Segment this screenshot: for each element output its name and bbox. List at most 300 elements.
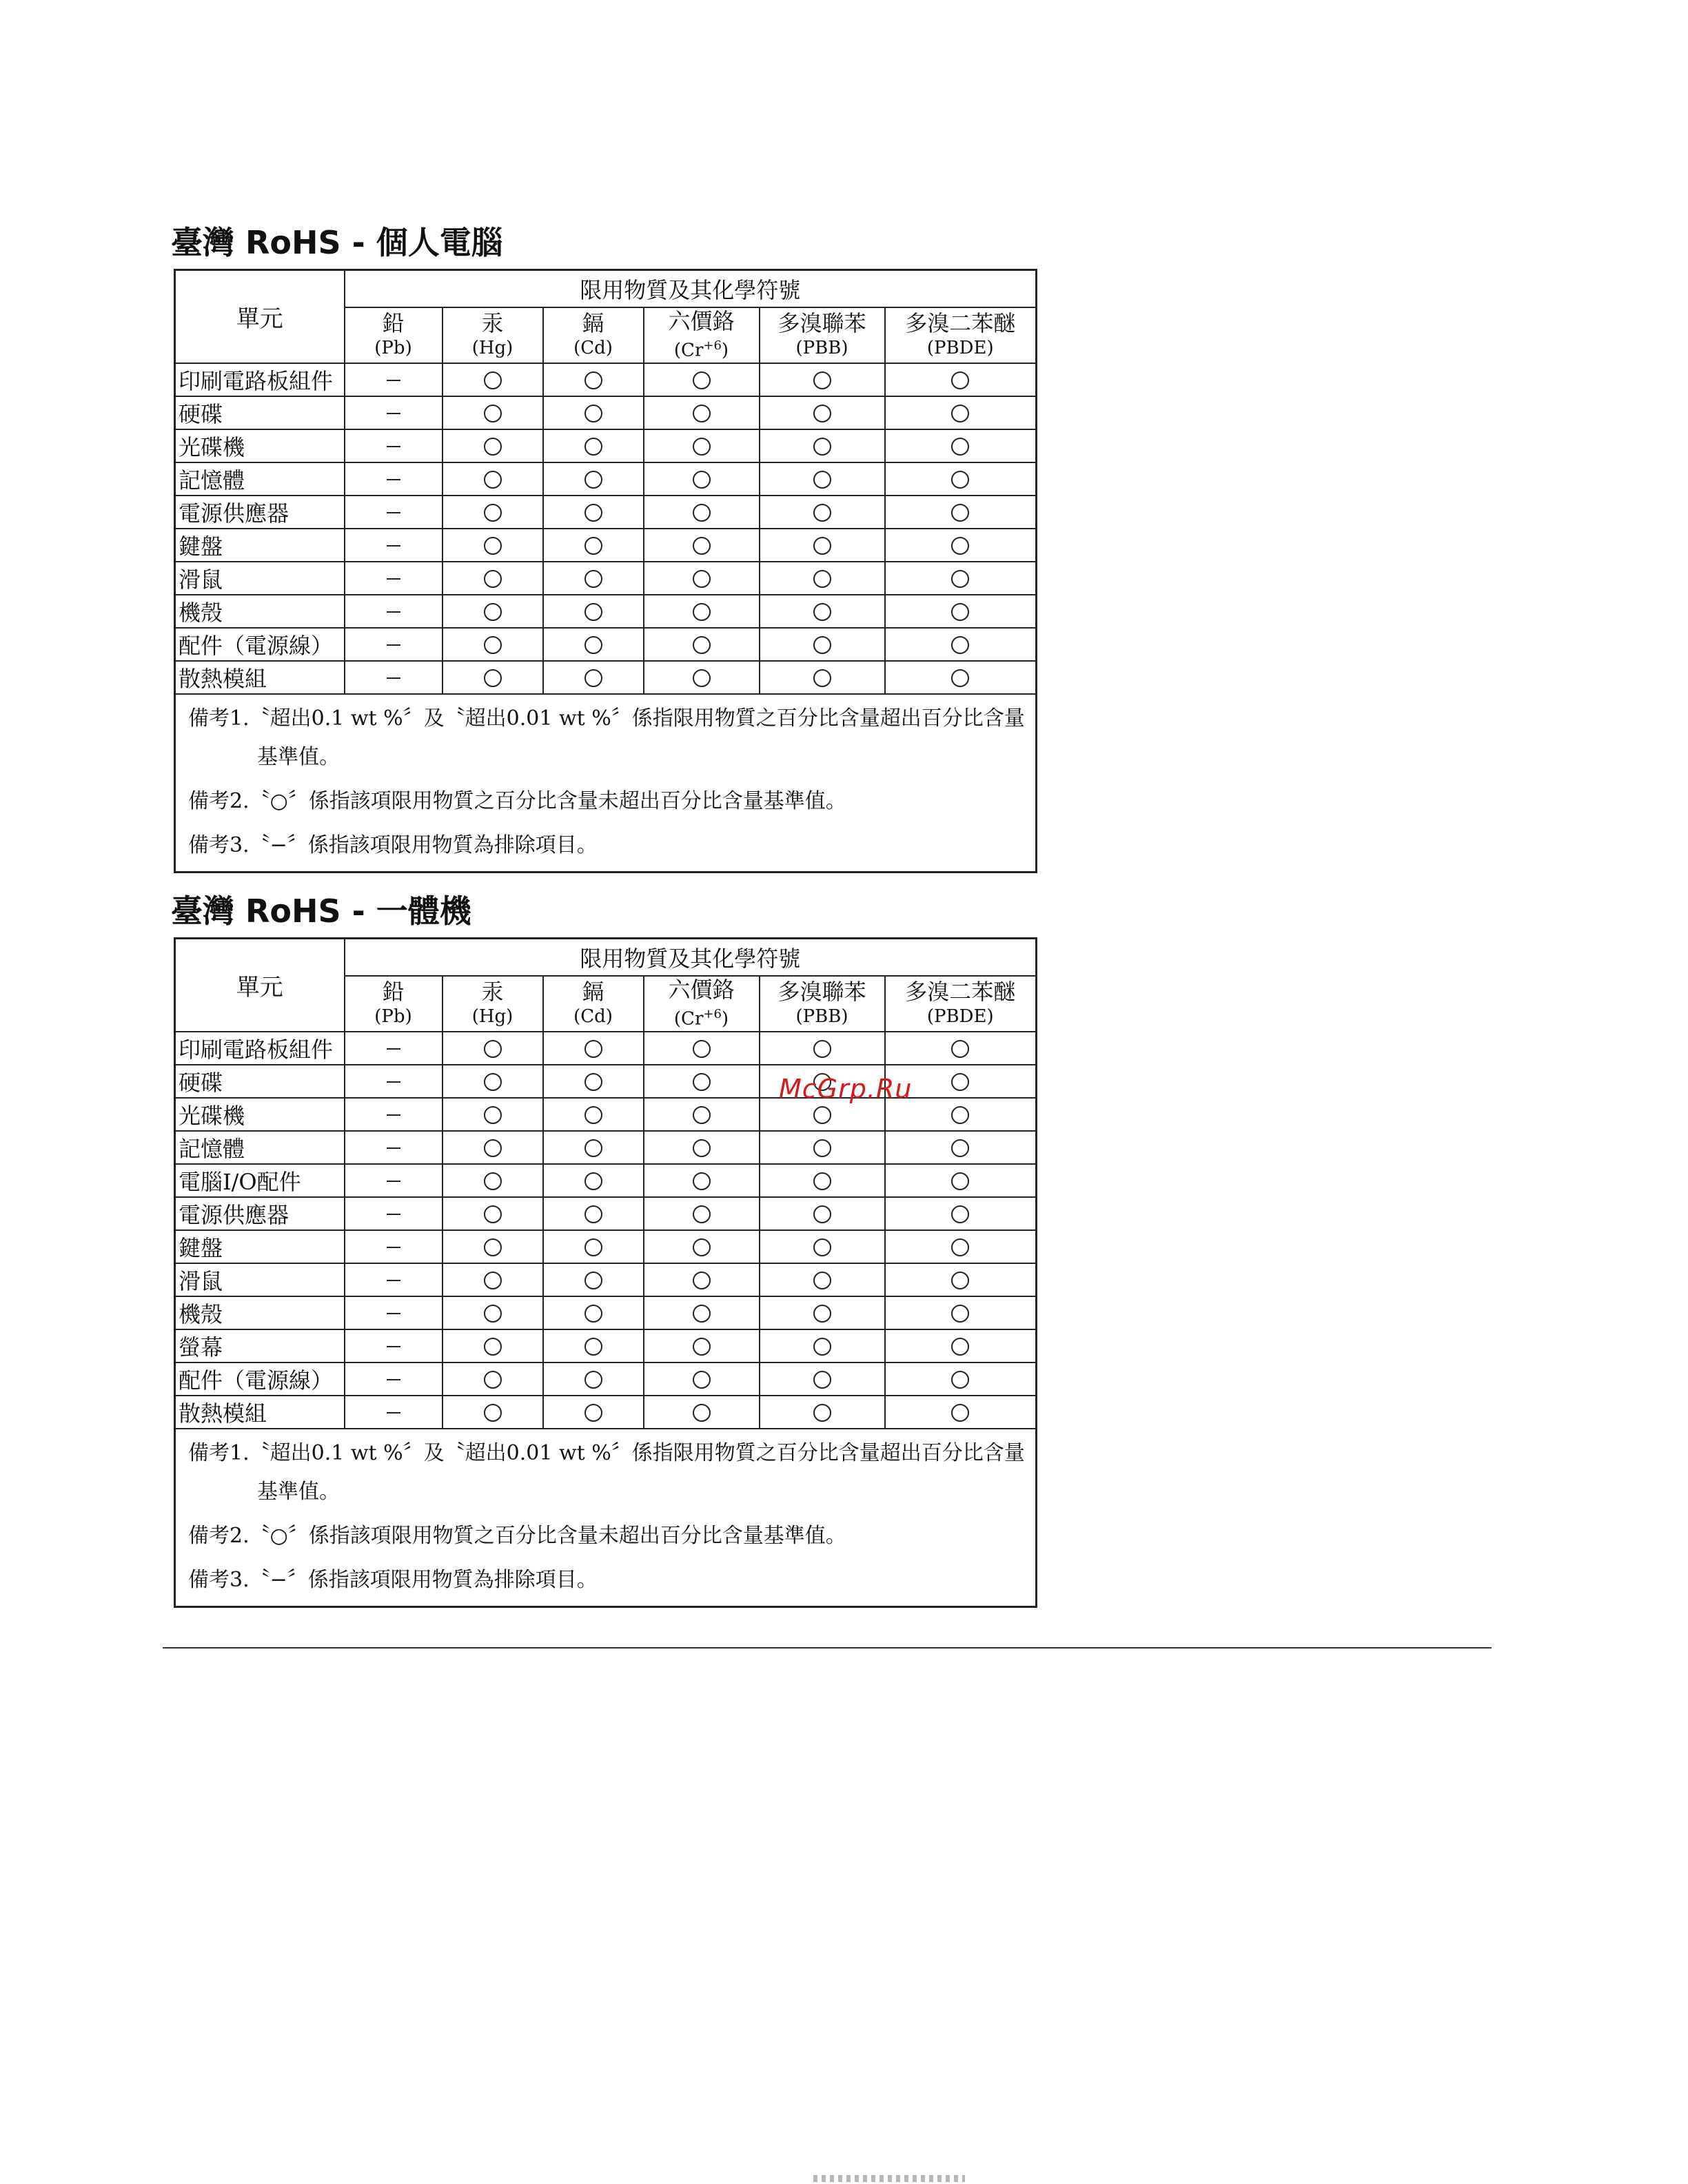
mark-cell (443, 1032, 543, 1065)
circle-mark (951, 1404, 969, 1422)
circle-mark (951, 636, 969, 654)
mark-cell (543, 363, 644, 396)
note-2: 備考2.〝○〞係指該項限用物質之百分比含量未超出百分比含量基準值。 (188, 788, 846, 813)
mark-cell (543, 1065, 644, 1098)
circle-mark (951, 471, 969, 489)
circle-mark (951, 1106, 969, 1124)
watermark-text: McGrp.Ru (779, 1074, 913, 1104)
table-row (175, 1131, 1037, 1164)
mark-cell (885, 1329, 1037, 1363)
mark-cell (644, 1263, 760, 1296)
mark-cell (543, 1032, 644, 1065)
circle-mark (693, 471, 711, 489)
dash-mark (387, 380, 400, 381)
circle-mark (693, 1238, 711, 1256)
mark-cell (543, 1396, 644, 1429)
circle-mark (813, 438, 831, 456)
mark-cell (885, 661, 1037, 694)
mark-cell (885, 529, 1037, 562)
circle-mark (584, 1338, 602, 1356)
substance-name: 多溴二苯醚 (905, 979, 1016, 1006)
table-row (175, 1363, 1037, 1396)
table-row (175, 496, 1037, 529)
footer-artifact (813, 2175, 965, 2182)
mark-cell (885, 1263, 1037, 1296)
mark-cell (345, 1164, 443, 1197)
circle-mark (484, 371, 502, 389)
circle-mark (484, 570, 502, 588)
dash-mark (387, 578, 400, 580)
substance-symbol: (Pb) (374, 338, 412, 359)
mark-cell (885, 396, 1037, 429)
mark-cell (885, 462, 1037, 496)
header-substance-group: 限用物質及其化學符號 (345, 270, 1037, 308)
mark-cell (345, 529, 443, 562)
dash-mark (387, 1114, 400, 1116)
dash-mark (387, 1081, 400, 1083)
mark-cell (443, 363, 543, 396)
circle-mark (584, 636, 602, 654)
circle-mark (584, 1040, 602, 1058)
mark-cell (644, 1363, 760, 1396)
mark-cell (443, 1098, 543, 1131)
mark-cell (345, 1197, 443, 1230)
mark-cell (760, 628, 885, 661)
circle-mark (951, 438, 969, 456)
mark-cell (644, 496, 760, 529)
circle-mark (693, 636, 711, 654)
header-substance-2 (543, 307, 644, 363)
circle-mark (484, 603, 502, 621)
mark-cell (443, 496, 543, 529)
table-row (175, 429, 1037, 462)
substance-name: 鉛 (382, 979, 405, 1006)
mark-cell (345, 562, 443, 595)
notes-box (175, 1429, 1037, 1607)
circle-mark (693, 1371, 711, 1389)
mark-cell (345, 661, 443, 694)
circle-mark (693, 1172, 711, 1190)
dash-mark (387, 446, 400, 447)
circle-mark (951, 1272, 969, 1289)
header-substance-5 (885, 976, 1037, 1032)
mark-cell (345, 1296, 443, 1329)
header-unit: 單元 (175, 270, 345, 363)
mark-cell (543, 496, 644, 529)
mark-cell (543, 429, 644, 462)
circle-mark (951, 1305, 969, 1323)
mark-cell (885, 1131, 1037, 1164)
mark-cell (760, 363, 885, 396)
circle-mark (951, 1073, 969, 1091)
mark-cell (345, 1098, 443, 1131)
mark-cell (443, 1396, 543, 1429)
row-unit-label: 光碟機 (175, 1098, 345, 1131)
header-substance-5 (885, 307, 1037, 363)
table-row (175, 661, 1037, 694)
mark-cell (760, 529, 885, 562)
mark-cell (345, 1131, 443, 1164)
mark-cell (443, 1131, 543, 1164)
mark-cell (760, 496, 885, 529)
circle-mark (951, 1172, 969, 1190)
circle-mark (693, 1404, 711, 1422)
mark-cell (760, 1396, 885, 1429)
header-substance-4 (760, 976, 885, 1032)
substance-name: 鉛 (382, 310, 405, 337)
row-unit-label: 散熱模組 (175, 1396, 345, 1429)
mark-cell (345, 1065, 443, 1098)
circle-mark (484, 1272, 502, 1289)
row-unit-label: 硬碟 (175, 1065, 345, 1098)
mark-cell (885, 429, 1037, 462)
substance-name: 汞 (481, 979, 504, 1006)
mark-cell (885, 1230, 1037, 1263)
header-substance-3 (644, 976, 760, 1032)
dash-mark (387, 1214, 400, 1215)
dash-mark (387, 1379, 400, 1380)
mark-cell (760, 1296, 885, 1329)
circle-mark (951, 504, 969, 522)
circle-mark (484, 405, 502, 422)
mark-cell (543, 1296, 644, 1329)
circle-mark (951, 1139, 969, 1157)
circle-mark (693, 438, 711, 456)
mark-cell (443, 1065, 543, 1098)
row-unit-label: 記憶體 (175, 1131, 345, 1164)
substance-symbol: (PBDE) (926, 338, 994, 359)
mark-cell (345, 628, 443, 661)
substance-name: 鎘 (582, 310, 604, 337)
circle-mark (813, 1106, 831, 1124)
circle-mark (584, 603, 602, 621)
row-unit-label: 電源供應器 (175, 496, 345, 529)
mark-cell (543, 396, 644, 429)
header-substance-group: 限用物質及其化學符號 (345, 939, 1037, 977)
notes-box (175, 694, 1037, 872)
row-unit-label: 鍵盤 (175, 1230, 345, 1263)
dash-mark (387, 1412, 400, 1414)
mark-cell (345, 1263, 443, 1296)
table-row (175, 363, 1037, 396)
circle-mark (813, 371, 831, 389)
mark-cell (885, 595, 1037, 628)
row-unit-label: 散熱模組 (175, 661, 345, 694)
mark-cell (885, 1197, 1037, 1230)
mark-cell (644, 1131, 760, 1164)
circle-mark (584, 537, 602, 555)
mark-cell (885, 1296, 1037, 1329)
circle-mark (484, 636, 502, 654)
mark-cell (760, 396, 885, 429)
mark-cell (543, 628, 644, 661)
circle-mark (951, 1238, 969, 1256)
circle-mark (693, 669, 711, 687)
header-substance-2 (543, 976, 644, 1032)
mark-cell (760, 462, 885, 496)
circle-mark (813, 1238, 831, 1256)
circle-mark (693, 1139, 711, 1157)
mark-cell (443, 1197, 543, 1230)
header-substance-4 (760, 307, 885, 363)
mark-cell (644, 1098, 760, 1131)
dash-mark (387, 1313, 400, 1314)
circle-mark (693, 1073, 711, 1091)
dash-mark (387, 1048, 400, 1050)
mark-cell (443, 396, 543, 429)
circle-mark (693, 1305, 711, 1323)
circle-mark (813, 1404, 831, 1422)
mark-cell (644, 1329, 760, 1363)
substance-name: 汞 (481, 310, 504, 337)
mark-cell (443, 1164, 543, 1197)
circle-mark (813, 603, 831, 621)
mark-cell (543, 1329, 644, 1363)
mark-cell (885, 562, 1037, 595)
row-unit-label: 螢幕 (175, 1329, 345, 1363)
mark-cell (543, 1131, 644, 1164)
table-row (175, 396, 1037, 429)
mark-cell (644, 363, 760, 396)
substance-symbol: $(Cr^{+6})$ (673, 1007, 729, 1030)
dash-mark (387, 479, 400, 480)
circle-mark (484, 438, 502, 456)
mark-cell (885, 1032, 1037, 1065)
substance-name: 六價鉻 (668, 977, 735, 1003)
circle-mark (693, 570, 711, 588)
mark-cell (644, 1396, 760, 1429)
mark-cell (443, 1263, 543, 1296)
mark-cell (543, 1363, 644, 1396)
circle-mark (484, 1404, 502, 1422)
row-unit-label: 電源供應器 (175, 1197, 345, 1230)
table-row (175, 628, 1037, 661)
mark-cell (443, 1329, 543, 1363)
table-row (175, 1230, 1037, 1263)
dash-mark (387, 611, 400, 613)
circle-mark (484, 1106, 502, 1124)
circle-mark (693, 1106, 711, 1124)
circle-mark (951, 405, 969, 422)
mark-cell (644, 1164, 760, 1197)
circle-mark (813, 537, 831, 555)
row-unit-label: 電腦I/O配件 (175, 1164, 345, 1197)
row-unit-label: 配件（電源線） (175, 628, 345, 661)
mark-cell (760, 595, 885, 628)
mark-cell (885, 496, 1037, 529)
row-unit-label: 滑鼠 (175, 1263, 345, 1296)
mark-cell (443, 1296, 543, 1329)
circle-mark (813, 1172, 831, 1190)
table-row (175, 562, 1037, 595)
substance-symbol: (Hg) (471, 1006, 513, 1028)
dash-mark (387, 413, 400, 414)
circle-mark (584, 1172, 602, 1190)
header-substance-1 (443, 307, 543, 363)
circle-mark (951, 1040, 969, 1058)
note-1-continuation: 基準值。 (257, 1479, 340, 1504)
circle-mark (693, 371, 711, 389)
header-substance-0 (345, 976, 443, 1032)
mark-cell (345, 429, 443, 462)
circle-mark (484, 504, 502, 522)
circle-mark (584, 1272, 602, 1289)
dash-mark (387, 1147, 400, 1149)
circle-mark (813, 570, 831, 588)
mark-cell (543, 1098, 644, 1131)
circle-mark (693, 603, 711, 621)
circle-mark (484, 1205, 502, 1223)
circle-mark (813, 636, 831, 654)
table-row (175, 529, 1037, 562)
mark-cell (760, 1263, 885, 1296)
circle-mark (584, 1238, 602, 1256)
mark-cell (443, 562, 543, 595)
note-3: 備考3.〝−〞係指該項限用物質為排除項目。 (188, 833, 598, 857)
note-1-text: 備考1.〝超出0.1 wt %〞及〝超出0.01 wt %〞係指限用物質之百分比含量超出百分比含量 (188, 706, 1025, 731)
circle-mark (693, 504, 711, 522)
mark-cell (443, 628, 543, 661)
mark-cell (345, 595, 443, 628)
note-1-text: 備考1.〝超出0.1 wt %〞及〝超出0.01 wt %〞係指限用物質之百分比含量超出百分比含量 (188, 1440, 1025, 1465)
circle-mark (813, 1371, 831, 1389)
section-title-aio: 臺灣 RoHS - 一體機 (171, 892, 471, 930)
circle-mark (584, 504, 602, 522)
circle-mark (813, 669, 831, 687)
header-substance-3 (644, 307, 760, 363)
mark-cell (760, 1197, 885, 1230)
mark-cell (644, 429, 760, 462)
substance-name: 多溴聯苯 (777, 310, 866, 337)
substance-symbol: (PBDE) (926, 1006, 994, 1028)
circle-mark (484, 471, 502, 489)
circle-mark (484, 1305, 502, 1323)
mark-cell (760, 661, 885, 694)
mark-cell (644, 1032, 760, 1065)
mark-cell (543, 595, 644, 628)
circle-mark (584, 1371, 602, 1389)
circle-mark (584, 669, 602, 687)
circle-mark (951, 1338, 969, 1356)
circle-mark (484, 537, 502, 555)
circle-mark (584, 438, 602, 456)
row-unit-label: 硬碟 (175, 396, 345, 429)
circle-mark (693, 537, 711, 555)
circle-mark (584, 1106, 602, 1124)
row-unit-label: 機殼 (175, 1296, 345, 1329)
circle-mark (813, 1272, 831, 1289)
note-3: 備考3.〝−〞係指該項限用物質為排除項目。 (188, 1567, 598, 1592)
rohs-table-aio (174, 937, 1037, 1608)
row-unit-label: 滑鼠 (175, 562, 345, 595)
circle-mark (484, 1073, 502, 1091)
mark-cell (543, 1197, 644, 1230)
mark-cell (644, 595, 760, 628)
table-row (175, 1197, 1037, 1230)
mark-cell (885, 1363, 1037, 1396)
mark-cell (644, 462, 760, 496)
mark-cell (543, 462, 644, 496)
circle-mark (693, 1205, 711, 1223)
mark-cell (443, 1363, 543, 1396)
circle-mark (584, 1139, 602, 1157)
circle-mark (584, 405, 602, 422)
circle-mark (951, 669, 969, 687)
mark-cell (345, 1329, 443, 1363)
mark-cell (760, 1131, 885, 1164)
circle-mark (951, 537, 969, 555)
note-1 (188, 707, 1027, 769)
circle-mark (484, 1238, 502, 1256)
header-substance-1 (443, 976, 543, 1032)
row-unit-label: 機殼 (175, 595, 345, 628)
substance-name: 鎘 (582, 979, 604, 1006)
substance-symbol: (Hg) (471, 338, 513, 359)
substance-symbol: (PBB) (795, 338, 848, 359)
mark-cell (885, 363, 1037, 396)
table-row (175, 1164, 1037, 1197)
substance-name: 六價鉻 (668, 308, 735, 334)
substance-symbol: (Pb) (374, 1006, 412, 1028)
circle-mark (951, 570, 969, 588)
circle-mark (693, 1040, 711, 1058)
mark-cell (345, 1396, 443, 1429)
mark-cell (644, 1296, 760, 1329)
table-row (175, 1296, 1037, 1329)
dash-mark (387, 545, 400, 547)
row-unit-label: 光碟機 (175, 429, 345, 462)
mark-cell (345, 1363, 443, 1396)
header-substance-0 (345, 307, 443, 363)
substance-name: 多溴二苯醚 (905, 310, 1016, 337)
mark-cell (885, 1164, 1037, 1197)
circle-mark (813, 405, 831, 422)
mark-cell (443, 661, 543, 694)
table-row (175, 1329, 1037, 1363)
substance-symbol: $(Cr^{+6})$ (673, 338, 729, 361)
section-title-pc: 臺灣 RoHS - 個人電腦 (171, 224, 503, 261)
header-unit: 單元 (175, 939, 345, 1032)
note-2: 備考2.〝○〞係指該項限用物質之百分比含量未超出百分比含量基準值。 (188, 1523, 846, 1548)
note-1-continuation: 基準值。 (257, 744, 340, 769)
mark-cell (345, 496, 443, 529)
mark-cell (443, 1230, 543, 1263)
mark-cell (885, 628, 1037, 661)
mark-cell (760, 1230, 885, 1263)
mark-cell (443, 595, 543, 628)
mark-cell (345, 396, 443, 429)
row-unit-label: 記憶體 (175, 462, 345, 496)
mark-cell (760, 562, 885, 595)
dash-mark (387, 1181, 400, 1182)
circle-mark (951, 1205, 969, 1223)
circle-mark (693, 1272, 711, 1289)
table-row (175, 462, 1037, 496)
circle-mark (584, 570, 602, 588)
mark-cell (543, 1230, 644, 1263)
circle-mark (951, 371, 969, 389)
row-unit-label: 印刷電路板組件 (175, 363, 345, 396)
mark-cell (443, 429, 543, 462)
mark-cell (760, 1164, 885, 1197)
horizontal-divider (163, 1647, 1492, 1649)
dash-mark (387, 1346, 400, 1347)
substance-name: 多溴聯苯 (777, 979, 866, 1006)
circle-mark (813, 1338, 831, 1356)
mark-cell (644, 1230, 760, 1263)
substance-symbol: (PBB) (795, 1006, 848, 1028)
table-row (175, 1032, 1037, 1065)
